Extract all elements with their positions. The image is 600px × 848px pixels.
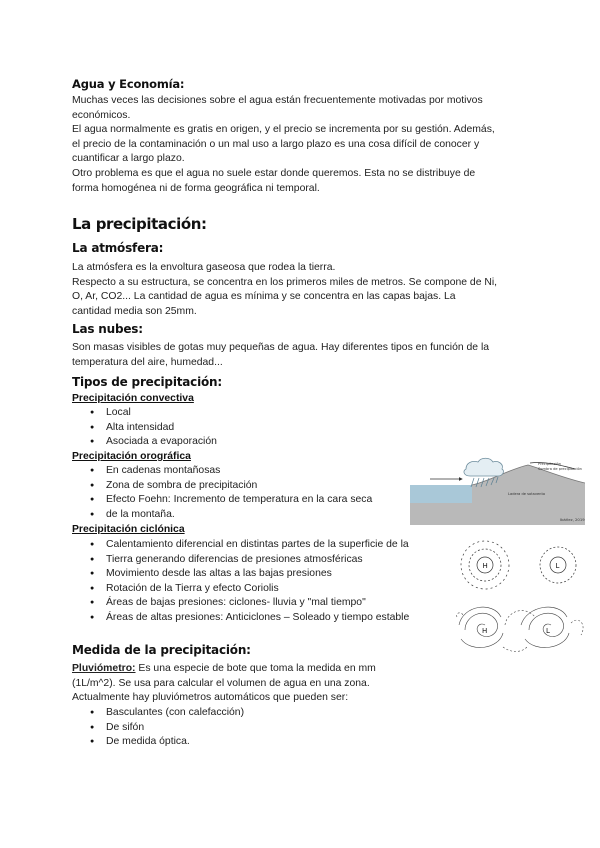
swirl-high-label: H <box>482 627 488 635</box>
text-line: El agua normalmente es gratis en origen, y el precio se incrementa por su gestión. Además, <box>72 124 495 136</box>
definition-pluviometro: Es una especie de bote que toma la medida en mm <box>135 663 376 674</box>
text-line: Actualmente hay pluviómetros automáticos que pueden ser: <box>72 692 349 704</box>
list-item: ● Calentamiento diferencial en distintas partes de la superficie de la <box>72 538 442 553</box>
label-sotavento: Ladera de sotavento <box>508 492 546 496</box>
text-line: cantidad media son 25mm. <box>72 305 197 317</box>
medida-text <box>72 662 472 706</box>
section-heading-atmosfera: La atmósfera: <box>72 241 164 255</box>
nubes-text <box>72 341 542 370</box>
subheading-ciclonica: Precipitación ciclónica <box>72 524 185 535</box>
list-item: ● Local <box>72 406 452 421</box>
text-line: (1L/m^2). Se usa para calcular el volumen de agua en una zona. <box>72 677 370 689</box>
list-item: ● Movimiento desde las altas a las bajas presiones <box>72 567 442 582</box>
subheading-convectiva: Precipitación convectiva <box>72 393 194 404</box>
text-line: Respecto a su estructura, se concentra en los primeros miles de metros. Se compone de Ni, <box>72 276 498 288</box>
atmosfera-text <box>72 261 542 319</box>
swirl-low-label: L <box>546 627 550 635</box>
list-item: ● Áreas de altas presiones: Anticiclones – Soleado y tiempo estable <box>72 611 442 626</box>
text-line: forma homogénea ni de forma geográfica ni temporal. <box>72 182 320 194</box>
section-heading-nubes: Las nubes: <box>72 322 143 336</box>
list-item: ● De sifón <box>72 721 452 736</box>
text-line: económicos. <box>72 109 131 121</box>
section-heading-tipos: Tipos de precipitación: <box>72 375 222 389</box>
text-line: Muchas veces las decisiones sobre el agua están frecuentemente motivadas por motivos <box>72 95 483 106</box>
low-label: L <box>555 562 560 570</box>
text-line: cuantificar a largo plazo. <box>72 153 185 165</box>
term-pluviometro: Pluviómetro: <box>72 663 136 674</box>
high-label: H <box>482 562 488 570</box>
list-item-continuation: ● de la montaña. <box>72 508 412 523</box>
subheading-orografica: Precipitación orográfica <box>72 451 191 462</box>
text-line: el precio de la contaminación o un mal uso a largo plazo es una cosa difícil de conocer y <box>72 138 480 150</box>
list-item: ● Efecto Foehn: Incremento de temperatura en la cara seca <box>72 493 412 508</box>
sea-shape <box>410 485 472 503</box>
pressure-systems-figure <box>455 535 590 660</box>
list-item: ● Asociada a evaporación <box>72 435 452 450</box>
list-item-continuation: ● Tierra generando diferencias de presiones atmosféricas <box>72 553 442 568</box>
list-item: ● Áreas de bajas presiones: ciclones- lluvia y "mal tiempo" <box>72 596 442 611</box>
list-orografica <box>72 464 412 522</box>
text-line: Son masas visibles de gotas muy pequeñas de agua. Hay diferentes tipos en función de la <box>72 342 490 353</box>
orographic-precipitation-figure <box>410 455 585 525</box>
list-ciclonica <box>72 538 442 626</box>
text-line: O, Ar, CO2... La cantidad de agua es mínima y se concentra en las capas bajas. La <box>72 291 456 303</box>
figure-credit: Ibáñez, 2019 <box>560 517 585 522</box>
text-line: Otro problema es que el agua no suele estar donde queremos. Esta no se distribuye de <box>72 167 476 179</box>
label-sombra: Sombra de precipitación <box>538 467 582 471</box>
list-item: ● Rotación de la Tierra y efecto Coriolis <box>72 582 442 597</box>
section-heading-agua-economia: Agua y Economía: <box>72 77 185 91</box>
text-line: La atmósfera es la envoltura gaseosa que rodea la tierra. <box>72 262 336 273</box>
label-precipitacion: Precipitación <box>538 462 562 466</box>
list-item: ● Basculantes (con calefacción) <box>72 706 452 721</box>
list-convectiva <box>72 406 452 450</box>
text-line: temperatura del aire, humedad... <box>72 356 223 368</box>
page-title-precipitacion: La precipitación: <box>72 215 207 233</box>
list-item: ● En cadenas montañosas <box>72 464 412 479</box>
list-item: ● Zona de sombra de precipitación <box>72 479 412 494</box>
section-heading-medida: Medida de la precipitación: <box>72 643 251 657</box>
cyclone-swirl-icon <box>457 607 583 651</box>
list-pluviometros <box>72 706 452 750</box>
agua-economia-text <box>72 94 542 196</box>
list-item: ● De medida óptica. <box>72 735 452 750</box>
list-item: ● Alta intensidad <box>72 421 452 436</box>
text-line <box>72 662 472 677</box>
